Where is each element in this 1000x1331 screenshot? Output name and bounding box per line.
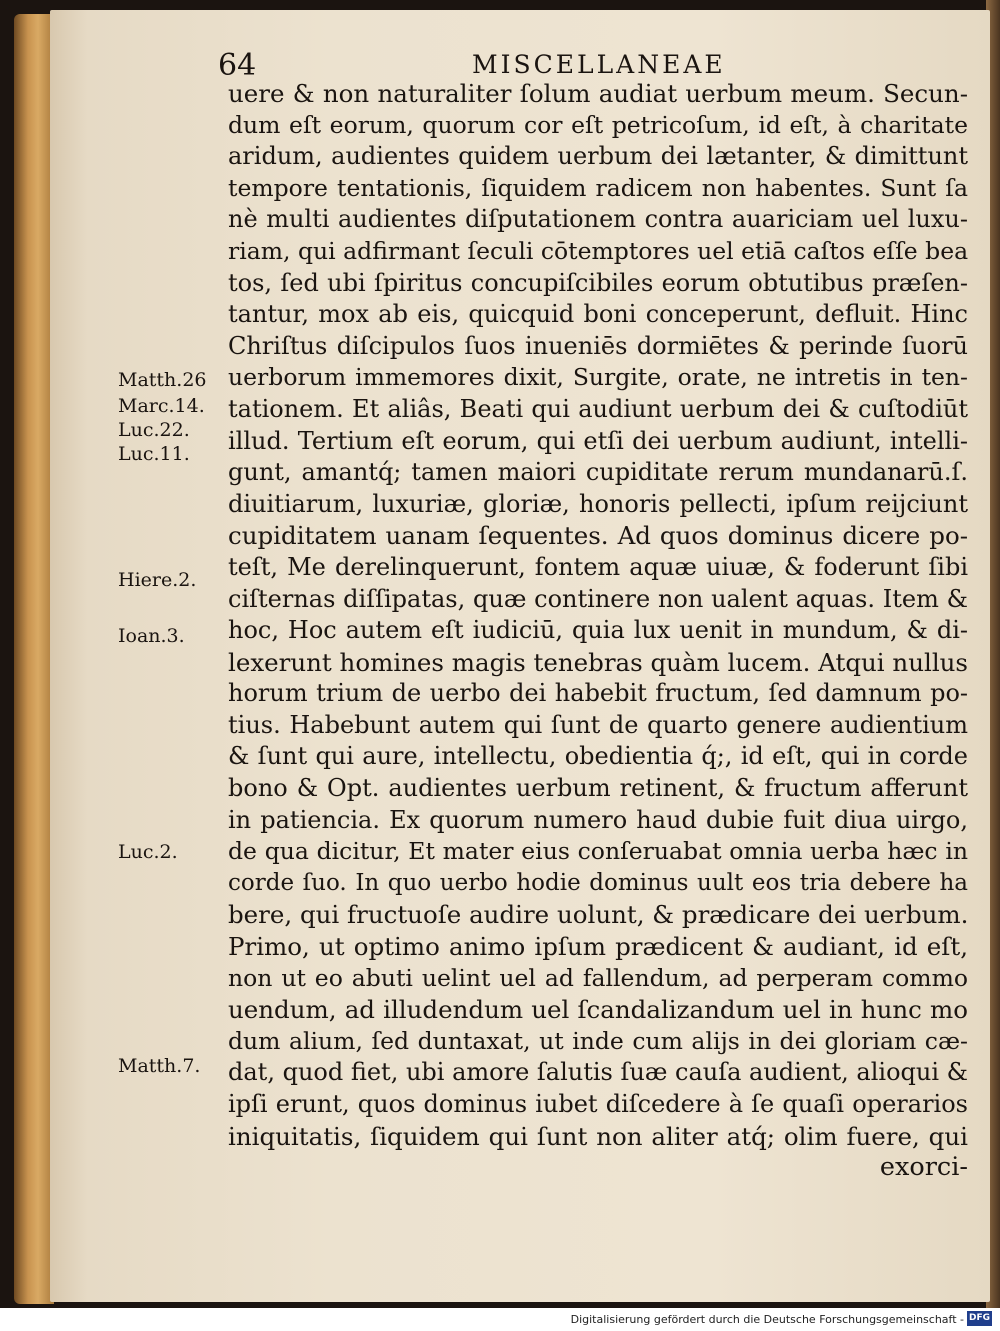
text-line: illud. Tertium eſt eorum, qui etſi dei uerbum audiunt, intelli- — [228, 426, 968, 455]
digitization-credit: Digitalisierung gefördert durch die Deutsche Forschungsgemeinschaft - — [570, 1313, 964, 1326]
text-line: tationem. Et aliâs, Beati qui audiunt uerbum dei & cuſtodiūt — [228, 394, 968, 423]
dfg-logo: DFG — [967, 1311, 992, 1326]
text-line: aridum, audientes quidem uerbum dei lætanter, & dimittunt — [228, 142, 968, 171]
text-line: dum alium, ſed duntaxat, ut inde cum alijs in dei gloriam cæ- — [228, 1026, 968, 1055]
text-line: horum trium de uerbo dei habebit fructum, ſed damnum po- — [228, 679, 968, 708]
text-line: lexerunt homines magis tenebras quàm lucem. Atqui nullus — [228, 647, 968, 677]
margin-note-luc-22: Luc.22. — [118, 419, 190, 441]
text-line: tempore tentationis, ſiquidem radicem non habentes. Sunt ſa — [228, 173, 968, 202]
text-line: hoc, Hoc autem eſt iudiciū, quia lux uenit in mundum, & di- — [228, 616, 968, 645]
margin-note-matth-7: Matth.7. — [118, 1055, 201, 1077]
text-line: dum eſt eorum, quorum cor eſt petricoſum, id eſt, à charitate — [228, 110, 968, 139]
text-line: tos, ſed ubi ſpiritus concupiſcibiles eorum obtutibus præſen- — [228, 268, 968, 297]
margin-note-luc-11: Luc.11. — [118, 443, 190, 465]
text-line: non ut eo abuti uelint uel ad fallendum, ad perperam commo — [228, 963, 968, 992]
text-line: cupiditatem uanam ſequentes. Ad quos dominus dicere po- — [228, 521, 968, 551]
text-line: ipſi erunt, quos dominus iubet diſcedere à ſe quaſi operarios — [228, 1090, 968, 1118]
text-line: diuitiarum, luxuriæ, gloriæ, honoris pellecti, ipſum reijciunt — [228, 489, 968, 518]
text-line: in patiencia. Ex quorum numero haud dubie fuit diua uirgo, — [228, 805, 968, 834]
text-line: Primo, ut optimo animo ipſum prædicent & audiant, id eſt, — [228, 932, 968, 962]
body-text — [228, 78, 968, 1184]
margin-note-hiere-2: Hiere.2. — [118, 569, 197, 591]
text-line: teſt, Me derelinquerunt, fontem aquæ uiuæ, & foderunt ſibi — [228, 552, 968, 581]
text-line: nè multi audientes diſputationem contra auariciam uel luxu- — [228, 205, 968, 234]
text-line: ciſternas diſſipatas, quæ continere non ualent aquas. Item & — [228, 584, 968, 613]
book-page-edges — [14, 14, 54, 1304]
margin-note-marc-14: Marc.14. — [118, 395, 205, 417]
text-line: uendum, ad illudendum uel ſcandalizandum uel in hunc mo — [228, 995, 968, 1025]
text-line: tius. Habebunt autem qui ſunt de quarto genere audientium — [228, 710, 968, 739]
text-line: dat, quod fiet, ubi amore ſalutis ſuæ cauſa audient, alioqui & — [228, 1058, 968, 1087]
text-line: uerborum immemores dixit, Surgite, orate, ne intretis in ten- — [228, 363, 968, 392]
text-line: & ſunt qui aure, intellectu, obedientia q́;, id eſt, qui in corde — [228, 742, 968, 771]
text-line: riam, qui adfirmant ſeculi cōtemptores uel etiā caſtos eſſe bea — [228, 236, 968, 265]
running-title: MISCELLANEAE — [472, 50, 726, 79]
text-line: iniquitatis, ſiquidem qui ſunt non aliter atq́; olim fuere, qui — [228, 1121, 968, 1151]
catchword: exorci- — [879, 1152, 968, 1183]
text-line: de qua dicitur, Et mater eius conſeruabat omnia uerba hæc in — [228, 837, 968, 866]
text-line: tantur, mox ab eis, quicquid boni conceperunt, defluit. Hinc — [228, 300, 968, 329]
text-line: bono & Opt. audientes uerbum retinent, & fructum afferunt — [228, 774, 968, 803]
page-number: 64 — [218, 48, 257, 83]
text-line: bere, qui fructuoſe audire uolunt, & prædicare dei uerbum. — [228, 900, 968, 930]
text-line: Chriſtus diſcipulos ſuos inueniēs dormiētes & perinde ſuorū — [228, 331, 968, 360]
margin-note-luc-2: Luc.2. — [118, 841, 178, 863]
text-line: uere & non naturaliter ſolum audiat uerbum meum. Secun- — [228, 79, 968, 108]
margin-note-ioan-3: Ioan.3. — [118, 625, 185, 647]
text-line: gunt, amantq́; tamen maiori cupiditate rerum mundanarū.ſ. — [228, 458, 968, 487]
text-line: corde ſuo. In quo uerbo hodie dominus uult eos tria debere ha — [228, 869, 968, 896]
margin-note-matth-26: Matth.26 — [118, 369, 207, 391]
